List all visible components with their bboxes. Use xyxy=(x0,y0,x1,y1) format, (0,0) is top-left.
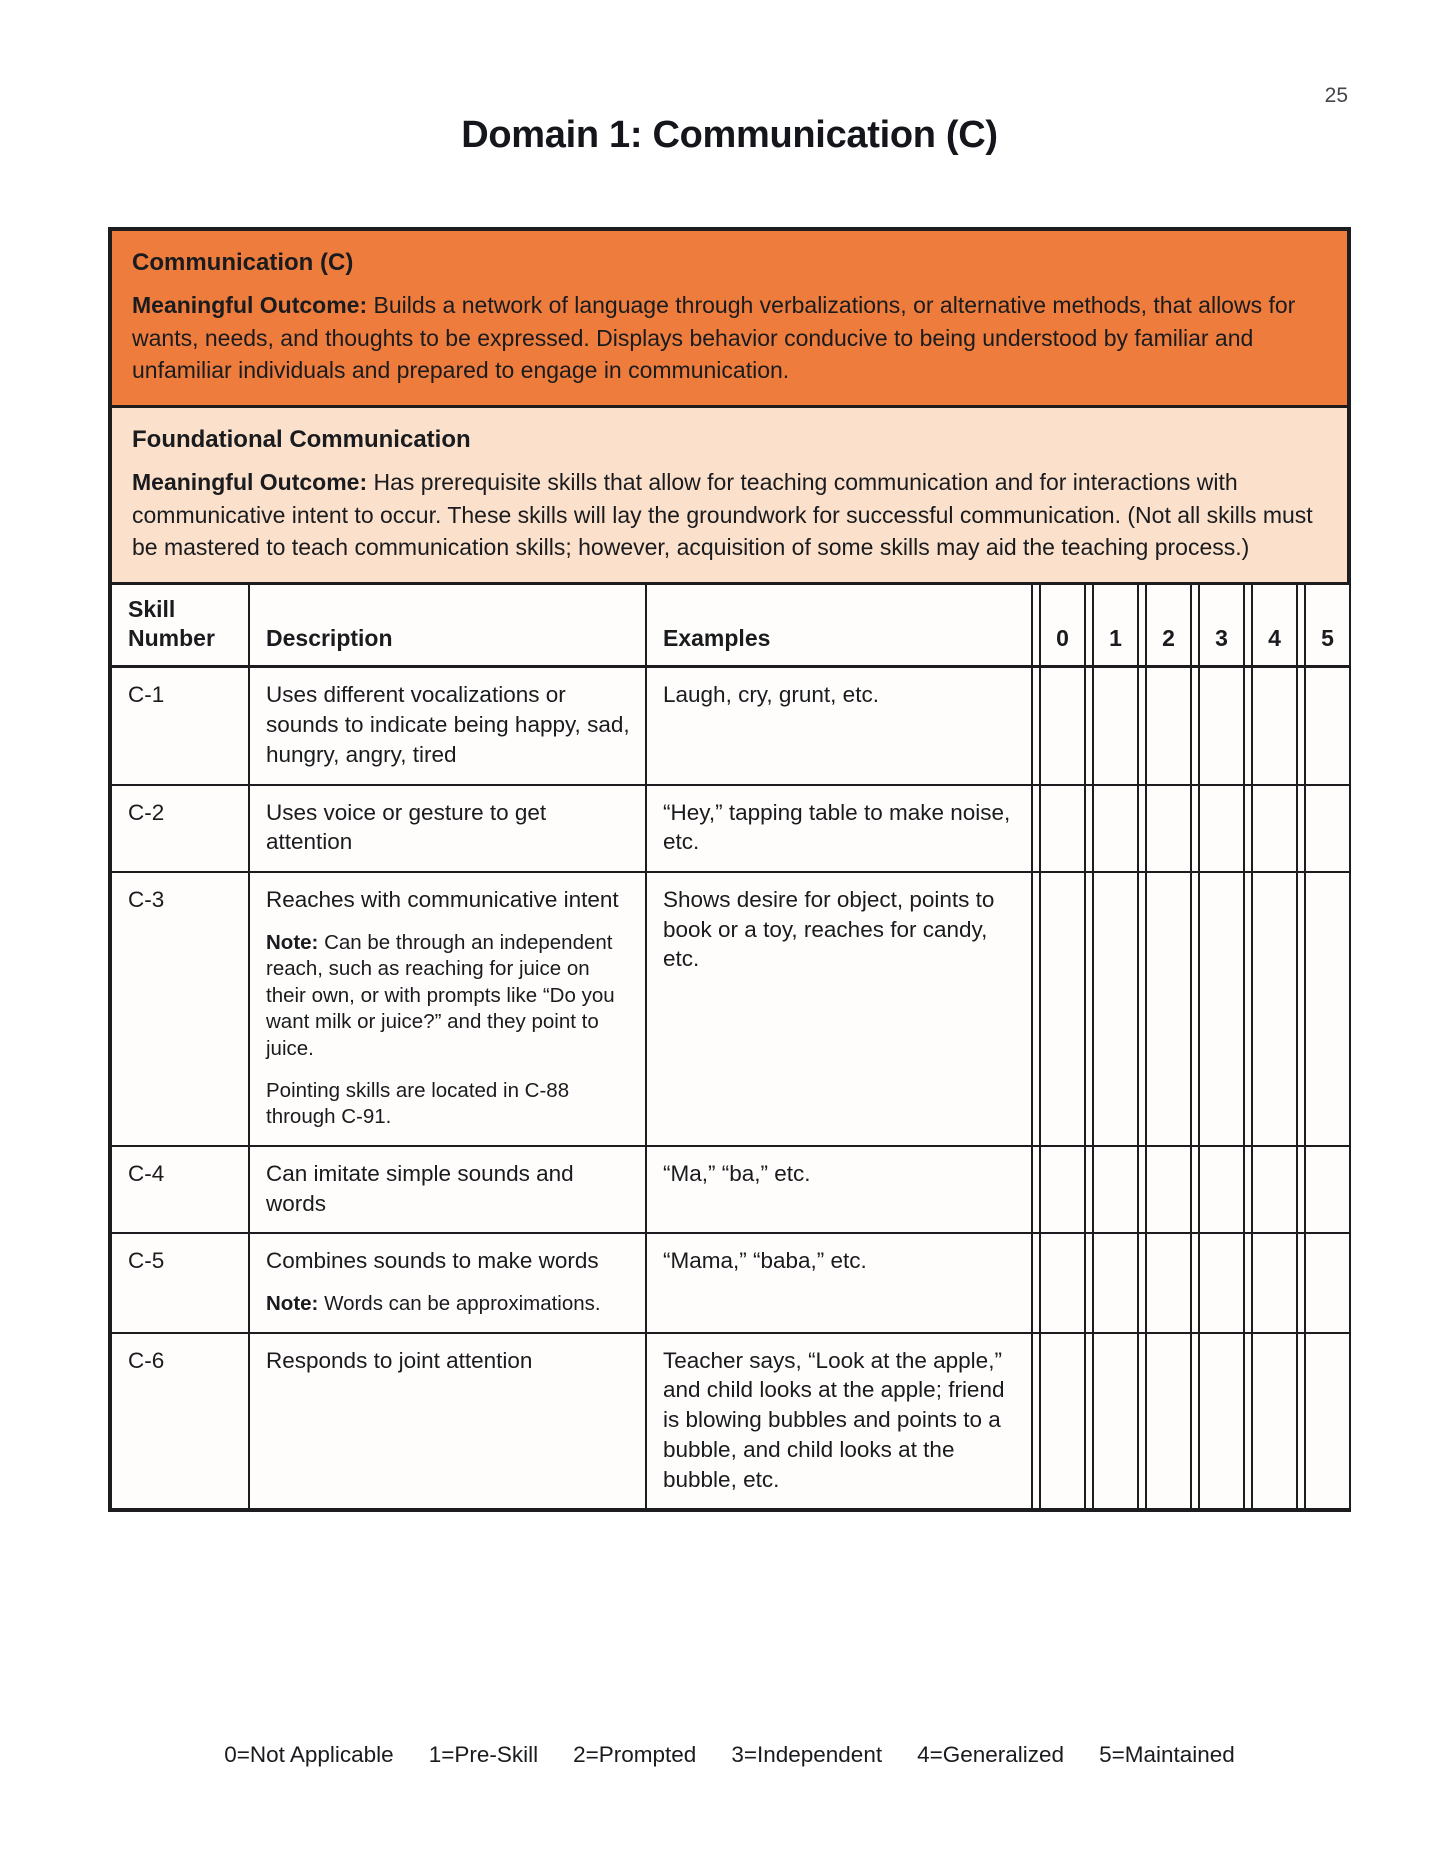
header-description: Description xyxy=(250,585,647,669)
legend-item-0: 0=Not Applicable xyxy=(224,1742,394,1767)
note-label: Note: xyxy=(266,930,319,954)
description-C-2: Uses voice or gesture to get attention xyxy=(250,786,647,873)
skill-row-C-4 xyxy=(112,1147,1351,1234)
description-C-6: Responds to joint attention xyxy=(250,1334,647,1508)
score-cell-C-6-5[interactable] xyxy=(1304,1334,1351,1508)
skill-row-C-1 xyxy=(112,668,1351,785)
skill-number-C-6: C-6 xyxy=(112,1334,250,1508)
skill-row-C-5 xyxy=(112,1234,1351,1333)
score-cell-C-2-4[interactable] xyxy=(1251,786,1298,873)
score-cell-C-4-0[interactable] xyxy=(1039,1147,1086,1234)
score-cell-C-2-2[interactable] xyxy=(1145,786,1192,873)
examples-C-1: Laugh, cry, grunt, etc. xyxy=(647,668,1033,785)
score-cell-C-1-0[interactable] xyxy=(1039,668,1086,785)
skill-number-C-2: C-2 xyxy=(112,786,250,873)
score-cell-C-3-5[interactable] xyxy=(1304,873,1351,1147)
domain-header-section xyxy=(112,231,1347,408)
examples-C-6: Teacher says, “Look at the apple,” and child looks at the apple; friend is blowing bubbles and points to a bubble, and child looks at the bubble, etc. xyxy=(647,1334,1033,1508)
note-label: Note: xyxy=(266,1292,319,1316)
skills-table-body xyxy=(112,668,1351,1508)
header-score-0: 0 xyxy=(1039,585,1086,669)
skill-number-C-4: C-4 xyxy=(112,1147,250,1234)
subdomain-header-title: Foundational Communication xyxy=(132,425,471,453)
legend-item-3: 3=Independent xyxy=(731,1742,883,1767)
score-cell-C-6-1[interactable] xyxy=(1092,1334,1139,1508)
score-cell-C-2-0[interactable] xyxy=(1039,786,1086,873)
score-cell-C-3-3[interactable] xyxy=(1198,873,1245,1147)
header-examples: Examples xyxy=(647,585,1033,669)
header-score-2: 2 xyxy=(1145,585,1192,669)
skills-table-head xyxy=(112,585,1351,669)
score-cell-C-2-5[interactable] xyxy=(1304,786,1351,873)
score-cell-C-2-1[interactable] xyxy=(1092,786,1139,873)
score-cell-C-5-5[interactable] xyxy=(1304,1234,1351,1333)
skill-number-C-3: C-3 xyxy=(112,873,250,1147)
examples-C-5: “Mama,” “baba,” etc. xyxy=(647,1234,1033,1333)
score-cell-C-1-5[interactable] xyxy=(1304,668,1351,785)
score-cell-C-4-4[interactable] xyxy=(1251,1147,1298,1234)
skill-row-C-2 xyxy=(112,786,1351,873)
score-cell-C-6-0[interactable] xyxy=(1039,1334,1086,1508)
header-score-1: 1 xyxy=(1092,585,1139,669)
page-content xyxy=(108,0,1351,1512)
score-cell-C-5-2[interactable] xyxy=(1145,1234,1192,1333)
header-score-4: 4 xyxy=(1251,585,1298,669)
score-cell-C-4-5[interactable] xyxy=(1304,1147,1351,1234)
score-cell-C-6-2[interactable] xyxy=(1145,1334,1192,1508)
header-score-3: 3 xyxy=(1198,585,1245,669)
domain-meaningful-outcome xyxy=(132,289,1327,387)
score-cell-C-3-0[interactable] xyxy=(1039,873,1086,1147)
score-cell-C-1-4[interactable] xyxy=(1251,668,1298,785)
subdomain-outcome-label: Meaningful Outcome: xyxy=(132,468,368,495)
score-cell-C-5-1[interactable] xyxy=(1092,1234,1139,1333)
legend-item-1: 1=Pre-Skill xyxy=(428,1742,539,1767)
domain-header-title: Communication (C) xyxy=(132,249,354,276)
score-cell-C-6-4[interactable] xyxy=(1251,1334,1298,1508)
legend-item-4: 4=Generalized xyxy=(917,1742,1065,1767)
score-cell-C-4-1[interactable] xyxy=(1092,1147,1139,1234)
score-cell-C-5-0[interactable] xyxy=(1039,1234,1086,1333)
score-cell-C-4-3[interactable] xyxy=(1198,1147,1245,1234)
skills-table-header-row xyxy=(112,585,1351,669)
subdomain-outcome-text: Has prerequisite skills that allow for teaching communication and for interactions with communicative intent to occur. These skills will lay the groundwork for successful communication. (Not all skills must be mastered to teach communication skills; however, acquisition of some skills may aid the teaching process.) xyxy=(132,468,1313,561)
domain-table-container xyxy=(108,227,1351,1512)
skill-row-C-6 xyxy=(112,1334,1351,1508)
skill-number-C-5: C-5 xyxy=(112,1234,250,1333)
page-title: Domain 1: Communication (C) xyxy=(461,114,998,156)
skills-table xyxy=(112,585,1351,1508)
legend-item-2: 2=Prompted xyxy=(573,1742,697,1767)
legend-item-5: 5=Maintained xyxy=(1099,1742,1235,1767)
skill-row-C-3 xyxy=(112,873,1351,1147)
description-C-1: Uses different vocalizations or sounds to indicate being happy, sad, hungry, angry, tired xyxy=(250,668,647,785)
domain-outcome-label: Meaningful Outcome: xyxy=(132,292,368,318)
description-C-3: Reaches with communicative intent Note: Can be through an independent reach, such as reaching for juice on their own, or with prompts like “Do you want milk or juice?” and they point to juice. Pointing skills are located in C-88 through C-91. xyxy=(250,873,647,1147)
score-cell-C-1-2[interactable] xyxy=(1145,668,1192,785)
score-cell-C-4-2[interactable] xyxy=(1145,1147,1192,1234)
score-cell-C-1-1[interactable] xyxy=(1092,668,1139,785)
skill-number-C-1: C-1 xyxy=(112,668,250,785)
page-number: 25 xyxy=(1324,84,1348,107)
description-C-5: Combines sounds to make words Note: Words can be approximations. xyxy=(250,1234,647,1333)
score-cell-C-3-4[interactable] xyxy=(1251,873,1298,1147)
score-legend xyxy=(108,1742,1351,1768)
subdomain-meaningful-outcome xyxy=(132,466,1327,564)
domain-outcome-text: Builds a network of language through verbalizations, or alternative methods, that allows for wants, needs, and thoughts to be expressed. Displays behavior conducive to being understood by familiar and unfamiliar individuals and prepared to engage in communication. xyxy=(132,292,1296,384)
score-cell-C-3-1[interactable] xyxy=(1092,873,1139,1147)
examples-C-4: “Ma,” “ba,” etc. xyxy=(647,1147,1033,1234)
score-cell-C-1-3[interactable] xyxy=(1198,668,1245,785)
examples-C-2: “Hey,” tapping table to make noise, etc. xyxy=(647,786,1033,873)
description-C-4: Can imitate simple sounds and words xyxy=(250,1147,647,1234)
score-cell-C-5-4[interactable] xyxy=(1251,1234,1298,1333)
score-cell-C-2-3[interactable] xyxy=(1198,786,1245,873)
header-score-5: 5 xyxy=(1304,585,1351,669)
score-cell-C-5-3[interactable] xyxy=(1198,1234,1245,1333)
score-cell-C-6-3[interactable] xyxy=(1198,1334,1245,1508)
subdomain-header-section xyxy=(112,408,1347,585)
score-cell-C-3-2[interactable] xyxy=(1145,873,1192,1147)
examples-C-3: Shows desire for object, points to book or a toy, reaches for candy, etc. xyxy=(647,873,1033,1147)
header-skill-number: Skill Number xyxy=(112,585,250,669)
